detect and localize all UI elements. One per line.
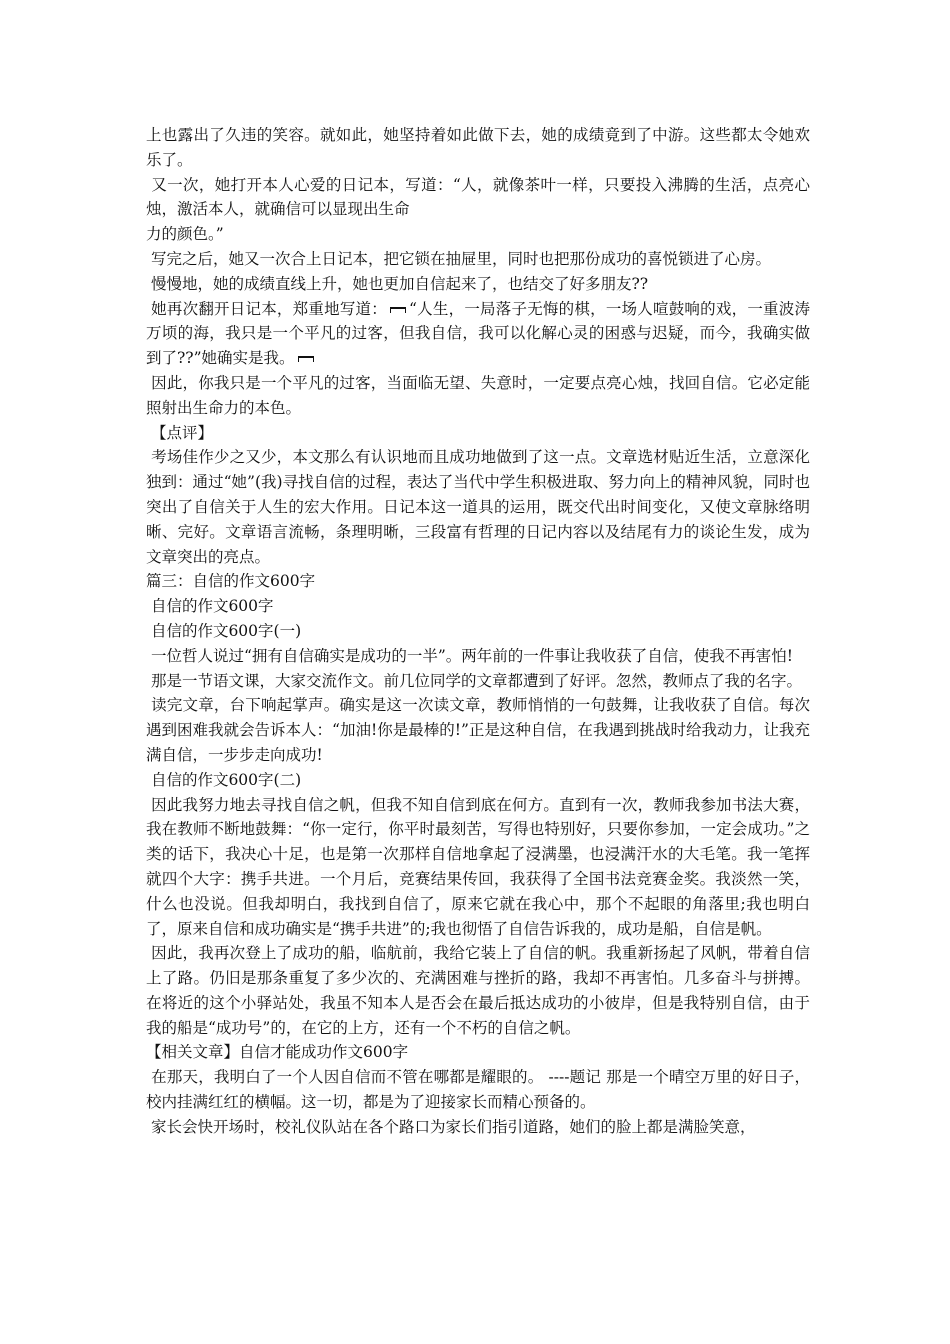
- quote-close-mark-icon: [298, 356, 314, 362]
- review-body: 考场佳作少之又少，本文那么有认识地而且成功地做到了这一点。文章选材贴近生活，立意深化独到：通过“她”(我)寻找自信的过程，表达了当代中学生积极进取、努力向上的精神风貌，同时也突出了自信关于人生的宏大作用。日记本这一道具的运用，既交代出时间变化，又使文章脉络明晰、完好。文章语言流畅，条理明晰，三段富有哲理的日记内容以及结尾有力的谈论生发，成为文章突出的亮点。: [146, 448, 810, 566]
- related-article-heading: 【相关文章】自信才能成功作文600字: [146, 1043, 409, 1062]
- essay-one-paragraph-1: 一位哲人说过“拥有自信确实是成功的一半”。两年前的一件事让我收获了自信，使我不再害怕!: [146, 646, 794, 665]
- document-page: [146, 123, 810, 1140]
- quote-open-mark-icon: [390, 307, 406, 313]
- essay-two-paragraph-1: 因此我努力地去寻找自信之帆，但我不知自信到底在何方。直到有一次，教师我参加书法大赛，我在教师不断地鼓舞：“你一定行，你平时最刻苦，写得也特别好，只要你参加，一定会成功。”之类的话下，我决心十足，也是第一次那样自信地拿起了浸满墨，也浸满汗水的大毛笔。我一笔挥就四个大字：携手共进。一个月后，竞赛结果传回，我获得了全国书法竞赛金奖。我淡然一笑，什么也没说。但我却明白，我找到自信了，原来它就在我心中，那个不起眼的角落里;我也明白了，原来自信和成功确实是“携手共进”的;我也彻悟了自信告诉我的，成功是船，自信是帆。: [146, 795, 810, 938]
- paragraph-3: 力的颜色。”: [146, 225, 224, 244]
- essay-two-title: 自信的作文600字(二): [146, 770, 302, 789]
- essay-one-paragraph-3: 读完文章，台下响起掌声。确实是这一次读文章，教师悄悄的一句鼓舞，让我收获了自信。每次遇到困难我就会告诉本人：“加油!你是最棒的!”正是这种自信，在我遇到挑战时给我动力，让我充满自信，一步步走向成功!: [146, 696, 810, 764]
- essay-two-paragraph-2: 因此，我再次登上了成功的船，临航前，我给它装上了自信的帆。我重新扬起了风帆，带着自信上了路。仍旧是那条重复了多少次的、充满困难与挫折的路，我却不再害怕。几多奋斗与拼搏。在将近的这个小驿站处，我虽不知本人是否会在最后抵达成功的小彼岸，但是我特别自信，由于我的船是“成功号”的，在它的上方，还有一个不朽的自信之帆。: [146, 944, 810, 1037]
- paragraph-1: 上也露出了久违的笑容。就如此，她坚持着如此做下去，她的成绩竟到了中游。这些都太令她欢乐了。: [146, 126, 810, 169]
- paragraph-5: 慢慢地，她的成绩直线上升，她也更加自信起来了，也结交了好多朋友??: [146, 274, 649, 293]
- essay-one-paragraph-2: 那是一节语文课，大家交流作文。前几位同学的文章都遭到了好评。忽然，教师点了我的名字。: [146, 671, 802, 690]
- essay-one-title: 自信的作文600字(一): [146, 621, 302, 640]
- related-paragraph-1: 在那天，我明白了一个人因自信而不管在哪都是耀眼的。 ----题记 那是一个晴空万里的好日子，校内挂满红红的横幅。这一切，都是为了迎接家长而精心预备的。: [146, 1068, 810, 1112]
- section-three-heading: 篇三：自信的作文600字: [146, 572, 316, 591]
- paragraph-6-lead: 她再次翻开日记本，郑重地写道：: [146, 299, 387, 318]
- paragraph-4: 写完之后，她又一次合上日记本，把它锁在抽屉里，同时也把那份成功的喜悦锁进了心房。: [146, 249, 771, 268]
- paragraph-2: 又一次，她打开本人心爱的日记本，写道：“人，就像茶叶一样，只要投入沸腾的生活，点亮心烛，激活本人，就确信可以显现出生命: [146, 175, 810, 219]
- related-paragraph-2: 家长会快开场时，校礼仪队站在各个路口为家长们指引道路，她们的脸上都是满脸笑意，: [146, 1117, 756, 1136]
- paragraph-6: [146, 297, 810, 371]
- paragraph-6-diary: “人生，一局落子无悔的棋，一场人喧鼓响的戏，一重波涛万顷的海，我只是一个平凡的过客，但我自信，我可以化解心灵的困惑与迟疑，而今，我确实做到了??”她确实是我。: [146, 299, 810, 368]
- essay-title: 自信的作文600字: [146, 597, 274, 616]
- paragraph-7: 因此，你我只是一个平凡的过客，当面临无望、失意时，一定要点亮心烛，找回自信。它必定能照射出生命力的本色。: [146, 373, 810, 417]
- review-heading: 【点评】: [146, 423, 213, 442]
